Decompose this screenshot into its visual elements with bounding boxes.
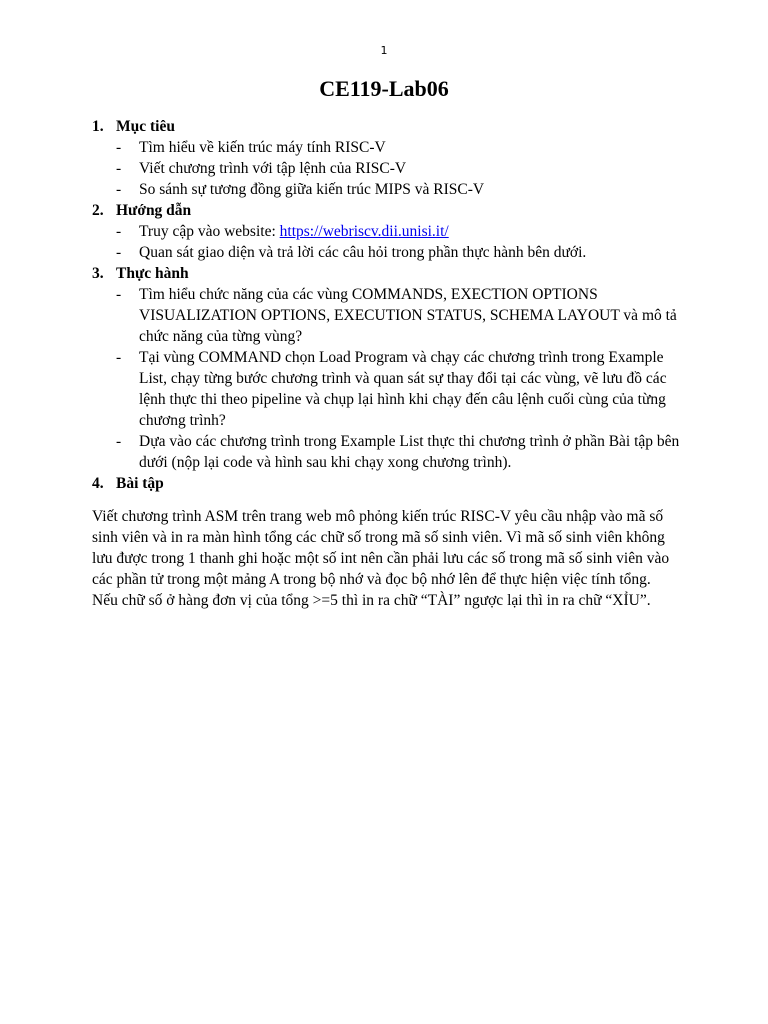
list-item [92, 179, 682, 200]
list-item [92, 221, 682, 242]
section-number: 3. [92, 265, 104, 282]
list-item [92, 242, 682, 263]
section-practice [92, 263, 682, 473]
bullet-list [92, 221, 682, 263]
dash-bullet: - [116, 139, 122, 156]
list-item-text: So sánh sự tương đồng giữa kiến trúc MIPS và RISC-V [139, 181, 485, 198]
section-title: Hướng dẫn [116, 202, 192, 219]
section-heading [92, 200, 682, 221]
list-item-text [139, 221, 682, 242]
section-heading [92, 116, 682, 137]
section-objectives [92, 116, 682, 200]
list-item-text: Tại vùng COMMAND chọn Load Program và chạy các chương trình trong Example List, chạy từng bước chương trình và quan sát sự thay đổi tại các vùng, vẽ lưu đồ các lệnh thực thi theo pipeline và chụp lại hình khi chạy đến câu lệnh cuối cùng của từng chương trình? [139, 349, 667, 429]
list-item-text: Tìm hiểu về kiến trúc máy tính RISC-V [139, 139, 386, 156]
exercise-paragraph: Viết chương trình ASM trên trang web mô phỏng kiến trúc RISC-V yêu cầu nhập vào mã số sinh viên và in ra màn hình tổng các chữ số trong mã số sinh viên. Vì mã số sinh viên không lưu được trong 1 thanh ghi hoặc một số int nên cần phải lưu các số trong mã số sinh viên vào các phần tử trong một mảng A trong bộ nhớ và đọc bộ nhớ lên để thực hiện việc tính tổng. Nếu chữ số ở hàng đơn vị của tổng >=5 thì in ra chữ “TÀI” ngược lại thì in ra chữ “XỈU”. [92, 508, 670, 609]
section-heading [92, 473, 682, 494]
section-number: 4. [92, 475, 104, 492]
dash-bullet: - [116, 286, 122, 303]
section-title: Bài tập [116, 475, 164, 492]
dash-bullet: - [116, 160, 122, 177]
list-item [92, 431, 682, 473]
list-item-text: Viết chương trình với tập lệnh của RISC-V [139, 160, 407, 177]
list-item [92, 347, 682, 431]
list-item [92, 284, 682, 347]
dash-bullet: - [116, 223, 122, 240]
list-item [92, 137, 682, 158]
bullet-list [92, 284, 682, 473]
list-item-text: Tìm hiểu chức năng của các vùng COMMANDS, EXECTION OPTIONS VISUALIZATION OPTIONS, EXECUTION STATUS, SCHEMA LAYOUT và mô tả chức năng của từng vùng? [139, 286, 677, 345]
section-title: Thực hành [116, 265, 189, 282]
dash-bullet: - [116, 349, 122, 366]
bullet-list [92, 137, 682, 200]
list-item-text: Dựa vào các chương trình trong Example List thực thi chương trình ở phần Bài tập bên dưới (nộp lại code và hình sau khi chạy xong chương trình). [139, 433, 680, 471]
section-number: 2. [92, 202, 104, 219]
dash-bullet: - [116, 433, 122, 450]
list-item-text: Quan sát giao diện và trả lời các câu hỏi trong phần thực hành bên dưới. [139, 244, 587, 261]
section-exercise [92, 473, 682, 611]
dash-bullet: - [116, 181, 122, 198]
section-title: Mục tiêu [116, 118, 175, 135]
website-link[interactable]: https://webriscv.dii.unisi.it/ [279, 223, 449, 240]
document-title: CE119-Lab06 [319, 76, 449, 101]
page-number: 1 [380, 44, 388, 57]
section-heading [92, 263, 682, 284]
section-guide [92, 200, 682, 263]
list-item [92, 158, 682, 179]
dash-bullet: - [116, 244, 122, 261]
website-prefix: Truy cập vào website: [139, 223, 280, 240]
document-body [92, 116, 682, 611]
section-number: 1. [92, 118, 104, 135]
